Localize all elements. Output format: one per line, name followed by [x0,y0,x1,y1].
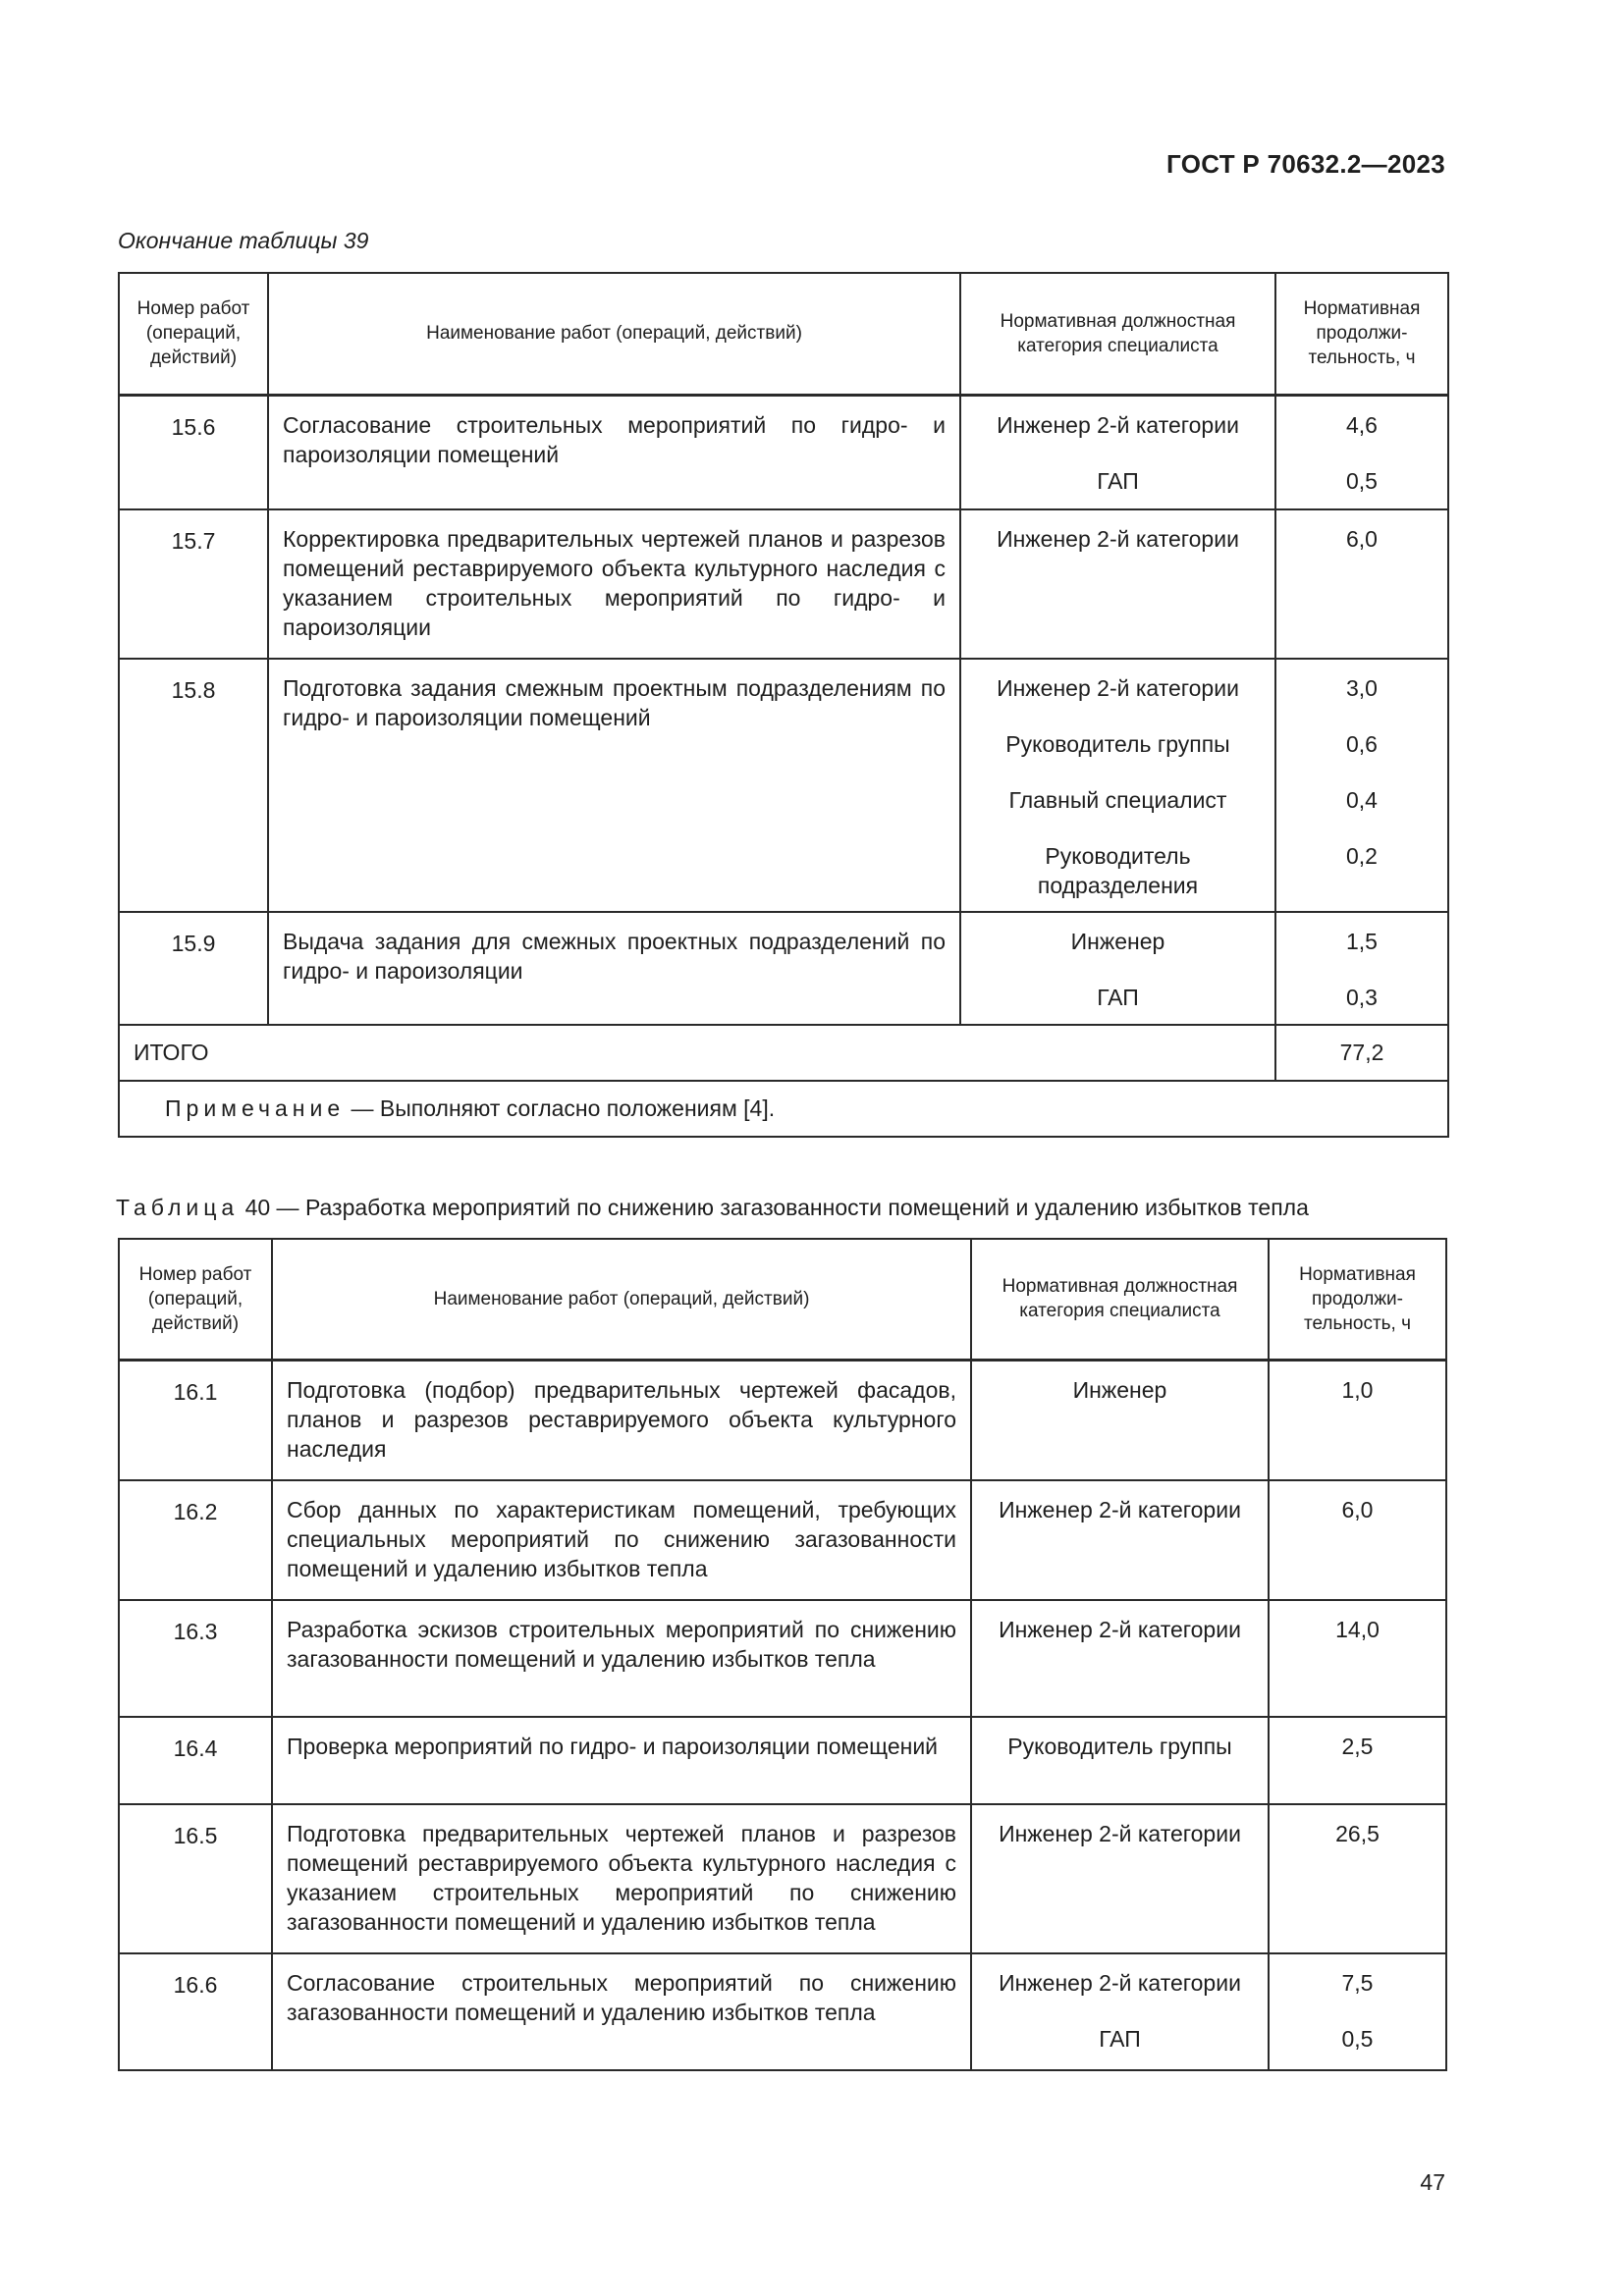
work-number: 16.2 [119,1480,272,1600]
category-entry: Инженер 2-й категории [999,1616,1241,1642]
duration-entry: 3,0 [1346,675,1378,701]
duration-entry: 6,0 [1341,1496,1374,1522]
column-header-duration: Нормативная продолжи-тельность, ч [1269,1239,1446,1360]
specialist-category [960,912,1275,1025]
category-entry: ГАП [1099,2025,1141,2052]
duration-hours [1269,1480,1446,1600]
table-40 [118,1238,1447,2071]
column-header-number: Номер работ (операций, действий) [119,1239,272,1360]
table-row [119,509,1448,659]
specialist-category [971,1953,1269,2070]
specialist-category [971,1360,1269,1480]
duration-entry: 26,5 [1335,1820,1380,1846]
work-number: 15.8 [119,659,268,912]
note-label: Примечание [165,1095,346,1121]
work-name: Сбор данных по характеристикам помещений, требующих специальных мероприятий по снижению загазованности помещений и удалению избытков тепла [272,1480,971,1600]
specialist-category [971,1717,1269,1804]
duration-entry: 1,5 [1346,929,1378,954]
table-header-row [119,273,1448,395]
table-40-caption-text: 40 — Разработка мероприятий по снижению загазованности помещений и удалению избытков тепла [239,1195,1309,1220]
column-header-name: Наименование работ (операций, действий) [272,1239,971,1360]
category-entry: Инженер 2-й категории [997,526,1239,552]
work-name: Проверка мероприятий по гидро- и пароизоляции помещений [272,1717,971,1804]
page-number: 47 [1420,2169,1445,2195]
work-name: Выдача задания для смежных проектных подразделений по гидро- и пароизоляции [268,912,960,1025]
column-header-number: Номер работ (операций, действий) [119,273,268,395]
category-entry: Инженер [1070,929,1165,954]
duration-entry: 7,5 [1341,1969,1374,1996]
work-name: Подготовка предварительных чертежей планов и разрезов помещений реставрируемого объекта культурного наследия с указанием строительных мероприятий по снижению загазованности помещений и удалению избытков тепла [272,1804,971,1953]
work-number: 15.6 [119,395,268,509]
table-header-row [119,1239,1446,1360]
duration-entry: 0,3 [1346,985,1378,1010]
table-39-continuation-caption: Окончание таблицы 39 [118,228,369,253]
category-entry: Инженер 2-й категории [997,411,1239,438]
table-row [119,1600,1446,1717]
table-row [119,395,1448,509]
specialist-category [960,395,1275,509]
category-entry: ГАП [1097,985,1139,1010]
duration-hours [1269,1953,1446,2070]
work-number: 16.1 [119,1360,272,1480]
duration-entry: 0,5 [1341,2025,1374,2052]
duration-entry: 0,2 [1346,843,1378,869]
duration-entry: 0,4 [1346,787,1378,813]
table-row [119,1953,1446,2070]
duration-hours [1275,912,1448,1025]
work-number: 16.5 [119,1804,272,1953]
category-entry: Инженер 2-й категории [999,1820,1241,1846]
document-code: ГОСТ Р 70632.2—2023 [1166,149,1445,179]
duration-hours [1269,1717,1446,1804]
work-name: Согласование строительных мероприятий по гидро- и пароизоляции помещений [268,395,960,509]
work-name: Разработка эскизов строительных мероприятий по снижению загазованности помещений и удалению избытков тепла [272,1600,971,1717]
work-number: 15.7 [119,509,268,659]
duration-hours [1269,1804,1446,1953]
duration-entry: 1,0 [1341,1376,1374,1403]
category-entry: Руководитель группы [1007,1733,1232,1759]
specialist-category [971,1600,1269,1717]
total-label: ИТОГО [119,1025,1275,1081]
column-header-category: Нормативная должностная категория специалиста [960,273,1275,395]
duration-entry: 4,6 [1346,411,1378,438]
duration-hours [1275,509,1448,659]
column-header-category: Нормативная должностная категория специалиста [971,1239,1269,1360]
duration-entry: 0,6 [1346,731,1378,757]
table-39 [118,272,1449,1138]
column-header-duration: Нормативная продолжи-тельность, ч [1275,273,1448,395]
duration-hours [1269,1600,1446,1717]
work-name: Согласование строительных мероприятий по снижению загазованности помещений и удалению избытков тепла [272,1953,971,2070]
duration-entry: 0,5 [1346,467,1378,494]
table-row [119,1480,1446,1600]
category-entry: Руководитель группы [1005,731,1230,757]
total-row [119,1025,1448,1081]
note-text: — Выполняют согласно положениям [4]. [345,1095,776,1121]
work-number: 16.3 [119,1600,272,1717]
specialist-category [960,659,1275,912]
category-entry: Инженер 2-й категории [999,1496,1241,1522]
duration-entry: 2,5 [1341,1733,1374,1759]
note-row [119,1081,1448,1137]
work-number: 16.6 [119,1953,272,2070]
work-name: Корректировка предварительных чертежей планов и разрезов помещений реставрируемого объекта культурного наследия с указанием строительных мероприятий по гидро- и пароизоляции [268,509,960,659]
category-entry: Руководитель подразделения [1037,843,1199,898]
category-entry: Инженер 2-й категории [999,1969,1241,1996]
table-row [119,1360,1446,1480]
work-name: Подготовка (подбор) предварительных чертежей фасадов, планов и разрезов реставрируемого объекта культурного наследия [272,1360,971,1480]
column-header-name: Наименование работ (операций, действий) [268,273,960,395]
category-entry: ГАП [1097,467,1139,494]
category-entry: Главный специалист [1008,787,1227,813]
specialist-category [971,1480,1269,1600]
work-name: Подготовка задания смежным проектным подразделениям по гидро- и пароизоляции помещений [268,659,960,912]
table-row [119,1804,1446,1953]
duration-hours [1275,395,1448,509]
duration-hours [1269,1360,1446,1480]
total-value: 77,2 [1275,1025,1448,1081]
table-note [119,1081,1448,1137]
category-entry: Инженер 2-й категории [997,675,1239,701]
specialist-category [971,1804,1269,1953]
table-row [119,1717,1446,1804]
table-row [119,912,1448,1025]
duration-entry: 14,0 [1335,1616,1380,1642]
duration-entry: 6,0 [1346,526,1378,552]
work-number: 15.9 [119,912,268,1025]
table-40-caption-label: Таблица [116,1195,240,1220]
work-number: 16.4 [119,1717,272,1804]
category-entry: Инженер [1072,1376,1167,1403]
table-40-caption [116,1195,1309,1221]
duration-hours [1275,659,1448,912]
table-row [119,659,1448,912]
specialist-category [960,509,1275,659]
